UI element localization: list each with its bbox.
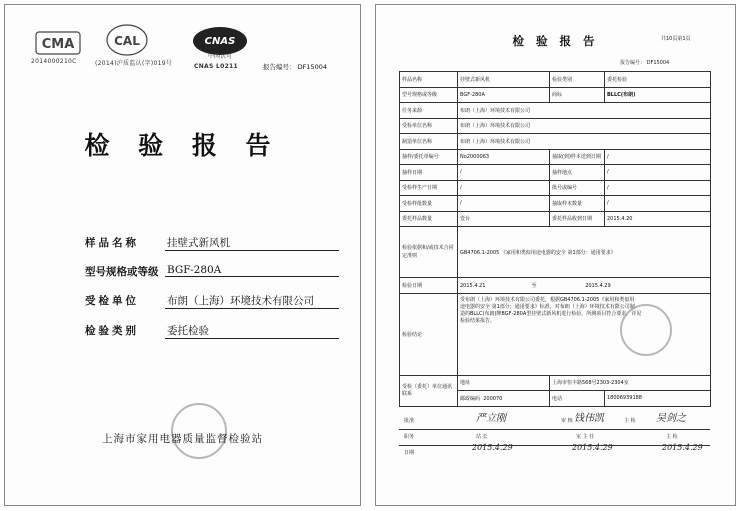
test-date-from: 2015.4.21: [460, 282, 486, 289]
cell-label: 检验结论: [400, 293, 458, 375]
table-row: [400, 293, 711, 375]
cell-value: 2015.4.20: [605, 211, 711, 227]
field-label: 检验类别: [85, 325, 139, 337]
field-value: 布朗（上海）环境技术有限公司: [165, 293, 339, 309]
cell-label: 型号规格或等级: [400, 87, 458, 103]
table-row: [400, 118, 711, 134]
inspect-date: 2015.4.29: [662, 443, 703, 452]
cell-value: [458, 391, 550, 407]
field-value: 挂壁式新风机: [165, 235, 339, 251]
cell-label: 电话: [550, 391, 605, 407]
signature-divider: [399, 445, 710, 446]
cell-label: 抽样/委托单编号: [400, 149, 458, 165]
approve-date: 2015.4.29: [472, 443, 513, 452]
report-detail-page: [375, 4, 736, 506]
cell-label: 任务来源: [400, 103, 458, 119]
table-row: [400, 134, 711, 150]
cnas-code: CNAS L0211: [194, 63, 239, 70]
issuing-organization: 上海市家用电器质量监督检验站: [102, 433, 263, 445]
table-row: [400, 196, 711, 212]
detail-title: 检 验 报 告: [512, 34, 599, 48]
cell-label: 检验日期: [400, 278, 458, 294]
reviewer-signature: 钱伟凯: [574, 413, 604, 424]
test-date-to-word: 至: [531, 282, 537, 289]
cnas-logo: [191, 25, 249, 61]
table-row: [400, 227, 711, 278]
cell-label: 检验类别: [550, 72, 605, 88]
table-row: [400, 72, 711, 88]
cnas-logo-sub: 中国认可: [207, 53, 233, 60]
cell-label: 受检样批数量: [400, 196, 458, 212]
cell-value: 委托检验: [605, 72, 711, 88]
cell-value: /: [458, 196, 550, 212]
cell-value: 挂壁式新风机: [458, 72, 550, 88]
cell-value: 上海市恒丰路568号2303-2304室: [550, 375, 711, 391]
cell-label: 委托样品数量: [400, 211, 458, 227]
report-cover-page: [4, 4, 361, 506]
cma-logo: [35, 31, 81, 57]
approve-label: 批准: [404, 418, 415, 424]
cell-value: /: [458, 180, 550, 196]
cell-value: BLLC(布朗): [605, 87, 711, 103]
table-row: [400, 149, 711, 165]
page-indicator: 共10页第1页: [661, 36, 691, 42]
title-director: 站 长: [476, 434, 488, 440]
report-table: [399, 71, 711, 407]
cell-label: 抽取样本数量: [550, 196, 605, 212]
cell-label: 受检单位名称: [400, 118, 458, 134]
cal-code: (2014)沪质监认(字)019号: [95, 60, 173, 67]
position-label: 职务: [404, 434, 415, 440]
cell-label: 抽取(到)样本送到日期: [550, 149, 605, 165]
conclusion-line: 检验结果报告。: [460, 317, 496, 324]
cell-value: 18006939188: [605, 391, 711, 407]
signature-divider: [399, 429, 710, 430]
cell-label: 受检样生产日期: [400, 180, 458, 196]
field-label: 型号规格或等级: [85, 266, 159, 278]
cell-label: 检验依据和/或技术合同定准则: [400, 227, 458, 278]
report-title: 检 验 报 告: [84, 131, 281, 160]
field-value: 委托检验: [165, 323, 339, 339]
cell-label: 商标: [550, 87, 605, 103]
cell-value: 壹台: [458, 211, 550, 227]
cma-logo-text: CMA: [41, 37, 75, 52]
title-section-head: 室 主 任: [576, 434, 595, 440]
cell-value: 布朗（上海）环境技术有限公司: [458, 103, 711, 119]
title-chief-inspector: 主 检: [666, 434, 678, 440]
cell-label: 委托样品收到日期: [550, 211, 605, 227]
cell-value: No2000063: [458, 149, 550, 165]
inspector-signature: 吴剑之: [656, 413, 686, 424]
table-row: [400, 180, 711, 196]
cell-label: 批号或编号: [550, 180, 605, 196]
cell-value: 布朗（上海）环境技术有限公司: [458, 134, 711, 150]
table-row: [400, 165, 711, 181]
table-row: [400, 87, 711, 103]
cell-value: /: [605, 165, 711, 181]
cell-value: /: [458, 165, 550, 181]
field-label: 样品名称: [85, 237, 139, 249]
cell-label: 制造单位名称: [400, 134, 458, 150]
conclusion-line: 受布朗（上海）环境技术有限公司委托，根据GB4706.1-2005《家用和类似用: [460, 296, 635, 303]
zip-label: 邮政编码: [460, 395, 481, 402]
reviewer-label: 审 核: [561, 418, 573, 424]
conclusion-line: 途电器的安全 第1部分：通用要求》标准，对布朗（上海）环境技术有限公司制: [460, 303, 635, 310]
table-row: [400, 278, 711, 294]
cal-logo: [105, 23, 149, 57]
cell-value: /: [605, 180, 711, 196]
table-row: [400, 375, 711, 391]
cell-label: 样品名称: [400, 72, 458, 88]
cell-value: GB4706.1-2005 《家用和类似用途电器的安全 第1部分：通用要求》: [458, 227, 711, 278]
cell-value: [458, 278, 711, 294]
approver-signature: 严立刚: [476, 413, 506, 424]
date-label: 日期: [404, 450, 415, 456]
conclusion-line: 造的BLLC(布朗)牌BGF-280A型挂壁式新风机进行检验，所测项目符合要求，详见: [460, 310, 642, 317]
table-row: [400, 103, 711, 119]
test-date-to: 2015.4.29: [585, 282, 611, 289]
table-row: [400, 211, 711, 227]
inspector-label: 主 检: [624, 418, 636, 424]
cell-label: 抽样地点: [550, 165, 605, 181]
cell-label: 受检（委托）单位通讯联系: [400, 375, 458, 406]
cma-code: 2014000210C: [31, 58, 77, 65]
cell-value: 布朗（上海）环境技术有限公司: [458, 118, 711, 134]
cell-value: /: [605, 149, 711, 165]
report-number: 报告编号： DF15004: [263, 63, 327, 71]
conclusion-seal-stamp: [620, 304, 672, 356]
detail-report-number: 报告编号： DF15004: [620, 60, 670, 66]
cnas-logo-text: CNAS: [204, 36, 236, 47]
cell-value: BGF-280A: [458, 87, 550, 103]
cell-label: 地址: [458, 375, 550, 391]
cell-label: 抽样日期: [400, 165, 458, 181]
zip-value: 200070: [483, 395, 503, 402]
cell-value: /: [605, 196, 711, 212]
field-value: BGF-280A: [165, 264, 339, 277]
review-date: 2015.4.29: [572, 443, 613, 452]
conclusion-cell: [458, 293, 711, 375]
cal-logo-text: CAL: [114, 34, 140, 48]
field-label: 受检单位: [85, 295, 139, 307]
